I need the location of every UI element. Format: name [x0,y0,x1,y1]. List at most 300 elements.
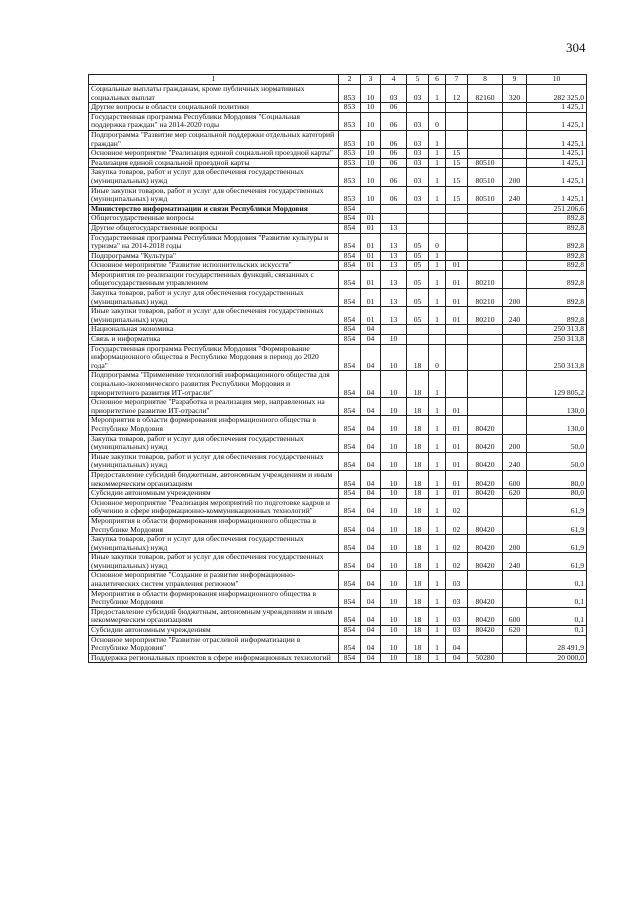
code-direction-cell: 80420 [468,452,503,470]
code-subprogram-cell [429,204,446,214]
amount-cell: 0,1 [527,626,587,636]
code-admin-cell: 854 [339,452,361,470]
code-subsection-cell: 13 [381,261,407,271]
code-direction-cell: 80210 [468,270,503,288]
code-program-cell [407,335,429,345]
code-expense-type-cell [503,223,527,233]
table-row [89,214,587,224]
code-section-cell: 04 [361,626,381,636]
code-activity-cell [446,335,468,345]
code-subprogram-cell: 0 [429,233,446,251]
code-section-cell: 04 [361,516,381,534]
code-subsection-cell: 10 [381,653,407,663]
code-subprogram-cell: 0 [429,344,446,371]
item-name-cell: Основное мероприятие "Развитие исполнительских искусств" [89,261,339,271]
amount-cell: 1 425,1 [527,130,587,148]
code-admin-cell: 854 [339,261,361,271]
item-name-cell: Иные закупки товаров, работ и услуг для обеспечения государственных (муниципальных) нужд [89,186,339,204]
code-section-cell: 04 [361,325,381,335]
table-row [89,289,587,307]
code-admin-cell: 854 [339,325,361,335]
code-direction-cell: 80420 [468,607,503,625]
item-name-cell: Иные закупки товаров, работ и услуг для обеспечения государственных (муниципальных) нужд [89,452,339,470]
amount-cell: 61,9 [527,553,587,571]
amount-cell: 892,8 [527,214,587,224]
code-expense-type-cell: 200 [503,434,527,452]
code-activity-cell: 01 [446,489,468,499]
item-name-cell: Иные закупки товаров, работ и услуг для обеспечения государственных (муниципальных) нужд [89,307,339,325]
code-subprogram-cell [429,335,446,345]
code-subsection-cell: 06 [381,149,407,159]
column-header: 2 [339,75,361,85]
code-admin-cell: 854 [339,289,361,307]
code-direction-cell [468,214,503,224]
code-section-cell: 10 [361,85,381,103]
code-section-cell: 10 [361,112,381,130]
code-section-cell: 10 [361,168,381,186]
code-admin-cell: 853 [339,112,361,130]
code-direction-cell [468,223,503,233]
item-name-cell: Другие вопросы в области социальной политики [89,103,339,113]
amount-cell: 1 425,1 [527,168,587,186]
code-subprogram-cell: 1 [429,149,446,159]
code-subsection-cell: 10 [381,434,407,452]
item-name-cell: Закупка товаров, работ и услуг для обеспечения государственных (муниципальных) нужд [89,434,339,452]
code-program-cell: 18 [407,452,429,470]
table-row [89,344,587,371]
code-expense-type-cell: 600 [503,607,527,625]
code-subsection-cell: 10 [381,589,407,607]
amount-cell: 1 425,1 [527,186,587,204]
amount-cell: 892,8 [527,251,587,261]
code-program-cell: 03 [407,149,429,159]
code-subprogram-cell: 1 [429,553,446,571]
code-program-cell: 03 [407,186,429,204]
code-direction-cell: 80420 [468,434,503,452]
code-subprogram-cell: 1 [429,434,446,452]
code-program-cell [407,204,429,214]
code-subsection-cell: 10 [381,470,407,488]
code-admin-cell: 854 [339,416,361,434]
item-name-cell: Закупка товаров, работ и услуг для обеспечения государственных (муниципальных) нужд [89,535,339,553]
amount-cell: 892,8 [527,223,587,233]
code-direction-cell: 80510 [468,158,503,168]
table-row [89,130,587,148]
code-admin-cell: 853 [339,168,361,186]
code-section-cell: 04 [361,416,381,434]
amount-cell: 20 000,0 [527,653,587,663]
code-subprogram-cell: 1 [429,626,446,636]
code-section-cell: 01 [361,251,381,261]
code-program-cell: 18 [407,635,429,653]
code-subprogram-cell: 1 [429,489,446,499]
code-expense-type-cell: 240 [503,307,527,325]
code-activity-cell: 15 [446,158,468,168]
code-program-cell: 18 [407,571,429,589]
code-subprogram-cell: 1 [429,416,446,434]
item-name-cell: Закупка товаров, работ и услуг для обеспечения государственных (муниципальных) нужд [89,168,339,186]
code-expense-type-cell: 320 [503,85,527,103]
code-activity-cell: 15 [446,149,468,159]
code-program-cell: 18 [407,653,429,663]
code-expense-type-cell: 200 [503,289,527,307]
code-activity-cell: 01 [446,289,468,307]
code-direction-cell: 80420 [468,489,503,499]
code-admin-cell: 854 [339,635,361,653]
code-activity-cell: 02 [446,516,468,534]
table-row [89,186,587,204]
column-header: 5 [407,75,429,85]
amount-cell: 50,0 [527,434,587,452]
code-section-cell: 01 [361,289,381,307]
code-activity-cell [446,233,468,251]
amount-cell: 250 313,8 [527,335,587,345]
code-activity-cell [446,214,468,224]
code-subsection-cell: 10 [381,626,407,636]
code-expense-type-cell [503,325,527,335]
amount-cell: 282 325,0 [527,85,587,103]
item-name-cell: Поддержка региональных проектов в сфере информационных технологий [89,653,339,663]
amount-cell: 251 206,6 [527,204,587,214]
code-admin-cell: 854 [339,223,361,233]
code-activity-cell [446,223,468,233]
code-subprogram-cell: 1 [429,653,446,663]
code-admin-cell: 854 [339,434,361,452]
code-expense-type-cell [503,130,527,148]
code-activity-cell [446,204,468,214]
table-row [89,371,587,398]
code-program-cell: 05 [407,233,429,251]
code-direction-cell: 50280 [468,653,503,663]
code-expense-type-cell [503,498,527,516]
code-program-cell [407,214,429,224]
column-header: 8 [468,75,503,85]
code-subprogram-cell: 1 [429,571,446,589]
budget-table [88,74,587,663]
code-program-cell: 05 [407,270,429,288]
code-direction-cell [468,149,503,159]
page-number: 304 [566,40,586,55]
code-subprogram-cell: 1 [429,535,446,553]
code-subsection-cell: 10 [381,535,407,553]
code-activity-cell: 04 [446,635,468,653]
table-row [89,553,587,571]
code-subprogram-cell: 0 [429,112,446,130]
item-name-cell: Государственная программа Республики Мордовия "Формирование информационного общества в Республике Мордовия в период до 2020 года" [89,344,339,371]
code-admin-cell: 854 [339,371,361,398]
code-section-cell: 10 [361,158,381,168]
code-admin-cell: 854 [339,251,361,261]
code-subsection-cell: 13 [381,289,407,307]
amount-cell: 0,1 [527,607,587,625]
code-subsection-cell: 10 [381,416,407,434]
amount-cell: 50,0 [527,452,587,470]
code-program-cell: 18 [407,607,429,625]
code-section-cell: 04 [361,371,381,398]
code-admin-cell: 854 [339,498,361,516]
code-subsection-cell: 06 [381,103,407,113]
code-subprogram-cell: 1 [429,516,446,534]
table-row [89,168,587,186]
code-subsection-cell: 10 [381,516,407,534]
amount-cell: 61,9 [527,535,587,553]
table-row [89,223,587,233]
code-activity-cell [446,325,468,335]
code-admin-cell: 854 [339,516,361,534]
code-admin-cell: 854 [339,653,361,663]
item-name-cell: Иные закупки товаров, работ и услуг для обеспечения государственных (муниципальных) нужд [89,553,339,571]
code-direction-cell: 80420 [468,516,503,534]
item-name-cell: Другие общегосударственные вопросы [89,223,339,233]
code-subsection-cell: 13 [381,270,407,288]
column-header: 1 [89,75,339,85]
table-row [89,452,587,470]
code-program-cell: 05 [407,251,429,261]
code-activity-cell [446,103,468,113]
code-subsection-cell: 10 [381,398,407,416]
code-admin-cell: 854 [339,344,361,371]
code-program-cell: 03 [407,112,429,130]
code-direction-cell: 80420 [468,535,503,553]
code-expense-type-cell [503,589,527,607]
code-program-cell: 05 [407,289,429,307]
column-header: 9 [503,75,527,85]
code-activity-cell: 01 [446,270,468,288]
code-activity-cell: 12 [446,85,468,103]
code-direction-cell: 80420 [468,470,503,488]
code-direction-cell [468,325,503,335]
code-expense-type-cell [503,251,527,261]
code-subsection-cell: 10 [381,452,407,470]
code-expense-type-cell: 620 [503,626,527,636]
column-header: 7 [446,75,468,85]
code-activity-cell: 15 [446,168,468,186]
code-admin-cell: 853 [339,149,361,159]
amount-cell: 80,0 [527,489,587,499]
code-direction-cell [468,204,503,214]
code-subprogram-cell: 1 [429,261,446,271]
code-section-cell: 04 [361,470,381,488]
item-name-cell: Основное мероприятие "Реализация единой социальной проездной карты" [89,149,339,159]
code-direction-cell [468,635,503,653]
code-section-cell: 01 [361,223,381,233]
code-expense-type-cell [503,204,527,214]
code-activity-cell [446,344,468,371]
code-expense-type-cell [503,371,527,398]
table-body [89,85,587,663]
code-section-cell: 04 [361,571,381,589]
item-name-cell: Подпрограмма "Развитие мер социальной поддержки отдельных категорий граждан" [89,130,339,148]
code-program-cell [407,223,429,233]
code-program-cell: 18 [407,553,429,571]
code-direction-cell: 80510 [468,168,503,186]
code-expense-type-cell [503,103,527,113]
code-section-cell: 04 [361,607,381,625]
code-admin-cell: 853 [339,186,361,204]
table-row [89,416,587,434]
code-section-cell: 04 [361,489,381,499]
code-direction-cell [468,261,503,271]
code-program-cell: 18 [407,589,429,607]
code-activity-cell: 04 [446,653,468,663]
code-subprogram-cell: 1 [429,452,446,470]
code-activity-cell: 02 [446,498,468,516]
code-expense-type-cell: 620 [503,489,527,499]
item-name-cell: Социальные выплаты гражданам, кроме публичных нормативных социальных выплат [89,85,339,103]
item-name-cell: Предоставление субсидий бюджетным, автономным учреждениям и иным некоммерческим организациям [89,607,339,625]
code-expense-type-cell [503,149,527,159]
code-section-cell: 04 [361,398,381,416]
code-program-cell: 05 [407,261,429,271]
code-direction-cell [468,571,503,589]
amount-cell: 28 491,9 [527,635,587,653]
table-row [89,516,587,534]
table-row [89,489,587,499]
amount-cell: 0,1 [527,589,587,607]
code-direction-cell: 82160 [468,85,503,103]
code-expense-type-cell: 200 [503,168,527,186]
code-section-cell: 04 [361,344,381,371]
code-subprogram-cell: 1 [429,589,446,607]
code-subprogram-cell: 1 [429,158,446,168]
code-direction-cell: 80210 [468,307,503,325]
code-direction-cell: 80420 [468,626,503,636]
code-subprogram-cell: 1 [429,251,446,261]
code-subsection-cell: 10 [381,553,407,571]
code-subprogram-cell: 1 [429,270,446,288]
item-name-cell: Субсидии автономным учреждениям [89,626,339,636]
code-expense-type-cell [503,335,527,345]
code-program-cell: 03 [407,85,429,103]
item-name-cell: Национальная экономика [89,325,339,335]
code-subprogram-cell: 1 [429,371,446,398]
amount-cell: 0,1 [527,571,587,589]
item-name-cell: Подпрограмма "Применение технологий информационного общества для социально-экономического развития Республики Мордовия и приоритетного развития ИТ-отрасли" [89,371,339,398]
code-section-cell: 04 [361,553,381,571]
column-header: 6 [429,75,446,85]
code-expense-type-cell [503,653,527,663]
item-name-cell: Общегосударственные вопросы [89,214,339,224]
code-direction-cell: 80420 [468,416,503,434]
code-activity-cell: 01 [446,470,468,488]
code-subprogram-cell: 1 [429,85,446,103]
item-name-cell: Реализация единой социальной проездной карты [89,158,339,168]
code-subsection-cell: 10 [381,489,407,499]
code-subprogram-cell: 1 [429,289,446,307]
column-header: 3 [361,75,381,85]
code-admin-cell: 854 [339,489,361,499]
code-admin-cell: 854 [339,607,361,625]
code-subsection-cell: 10 [381,498,407,516]
item-name-cell: Основное мероприятие "Реализация мероприятий по подготовке кадров и обучению в сфере информационно-коммуникационных технологий" [89,498,339,516]
code-direction-cell: 80510 [468,186,503,204]
amount-cell: 61,9 [527,516,587,534]
code-section-cell: 01 [361,270,381,288]
amount-cell: 250 313,8 [527,325,587,335]
code-expense-type-cell [503,270,527,288]
code-program-cell: 18 [407,626,429,636]
item-name-cell: Государственная программа Республики Мордовия "Развитие культуры и туризма" на 2014-2018 годы [89,233,339,251]
code-expense-type-cell: 240 [503,452,527,470]
item-name-cell: Мероприятия в области формирования информационного общества в Республике Мордовия [89,416,339,434]
code-subprogram-cell: 1 [429,130,446,148]
code-activity-cell: 02 [446,535,468,553]
code-admin-cell: 853 [339,158,361,168]
amount-cell: 130,0 [527,416,587,434]
code-admin-cell: 854 [339,335,361,345]
code-section-cell: 04 [361,498,381,516]
code-expense-type-cell [503,416,527,434]
table-row [89,149,587,159]
table-row [89,626,587,636]
table-row [89,498,587,516]
code-subsection-cell: 06 [381,112,407,130]
item-name-cell: Подпрограмма "Культура" [89,251,339,261]
amount-cell: 130,0 [527,398,587,416]
code-admin-cell: 854 [339,233,361,251]
item-name-cell: Основное мероприятие "Создание и развитие информационно-аналитических систем управления регионом" [89,571,339,589]
code-section-cell: 01 [361,261,381,271]
code-expense-type-cell: 240 [503,186,527,204]
amount-cell: 1 425,1 [527,158,587,168]
code-program-cell: 18 [407,371,429,398]
code-program-cell: 18 [407,498,429,516]
amount-cell: 1 425,1 [527,149,587,159]
code-direction-cell: 80210 [468,289,503,307]
item-name-cell: Связь и информатика [89,335,339,345]
code-subprogram-cell [429,214,446,224]
code-activity-cell [446,371,468,398]
amount-cell: 129 805,2 [527,371,587,398]
code-section-cell: 04 [361,535,381,553]
item-name-cell: Мероприятия по реализации государственных функций, связанных с общегосударственным управлением [89,270,339,288]
code-section-cell: 01 [361,233,381,251]
code-subsection-cell: 06 [381,158,407,168]
code-admin-cell: 854 [339,626,361,636]
code-subprogram-cell: 1 [429,398,446,416]
code-expense-type-cell [503,214,527,224]
code-direction-cell: 80420 [468,553,503,571]
code-subsection-cell [381,214,407,224]
code-program-cell: 18 [407,516,429,534]
code-expense-type-cell [503,112,527,130]
code-section-cell: 04 [361,434,381,452]
code-subsection-cell: 13 [381,223,407,233]
code-subsection-cell: 10 [381,371,407,398]
code-subprogram-cell: 1 [429,635,446,653]
code-program-cell: 18 [407,344,429,371]
table-row [89,261,587,271]
header-row [89,75,587,85]
table-row [89,270,587,288]
code-direction-cell [468,344,503,371]
code-direction-cell [468,498,503,516]
table-row [89,470,587,488]
table-row [89,112,587,130]
code-subsection-cell: 03 [381,85,407,103]
code-program-cell: 03 [407,130,429,148]
code-activity-cell: 01 [446,398,468,416]
code-program-cell: 18 [407,535,429,553]
code-admin-cell: 854 [339,589,361,607]
code-subsection-cell: 10 [381,344,407,371]
code-section-cell: 04 [361,452,381,470]
amount-cell: 1 425,1 [527,112,587,130]
amount-cell: 80,0 [527,470,587,488]
table-row [89,103,587,113]
code-activity-cell: 01 [446,434,468,452]
code-activity-cell: 01 [446,307,468,325]
